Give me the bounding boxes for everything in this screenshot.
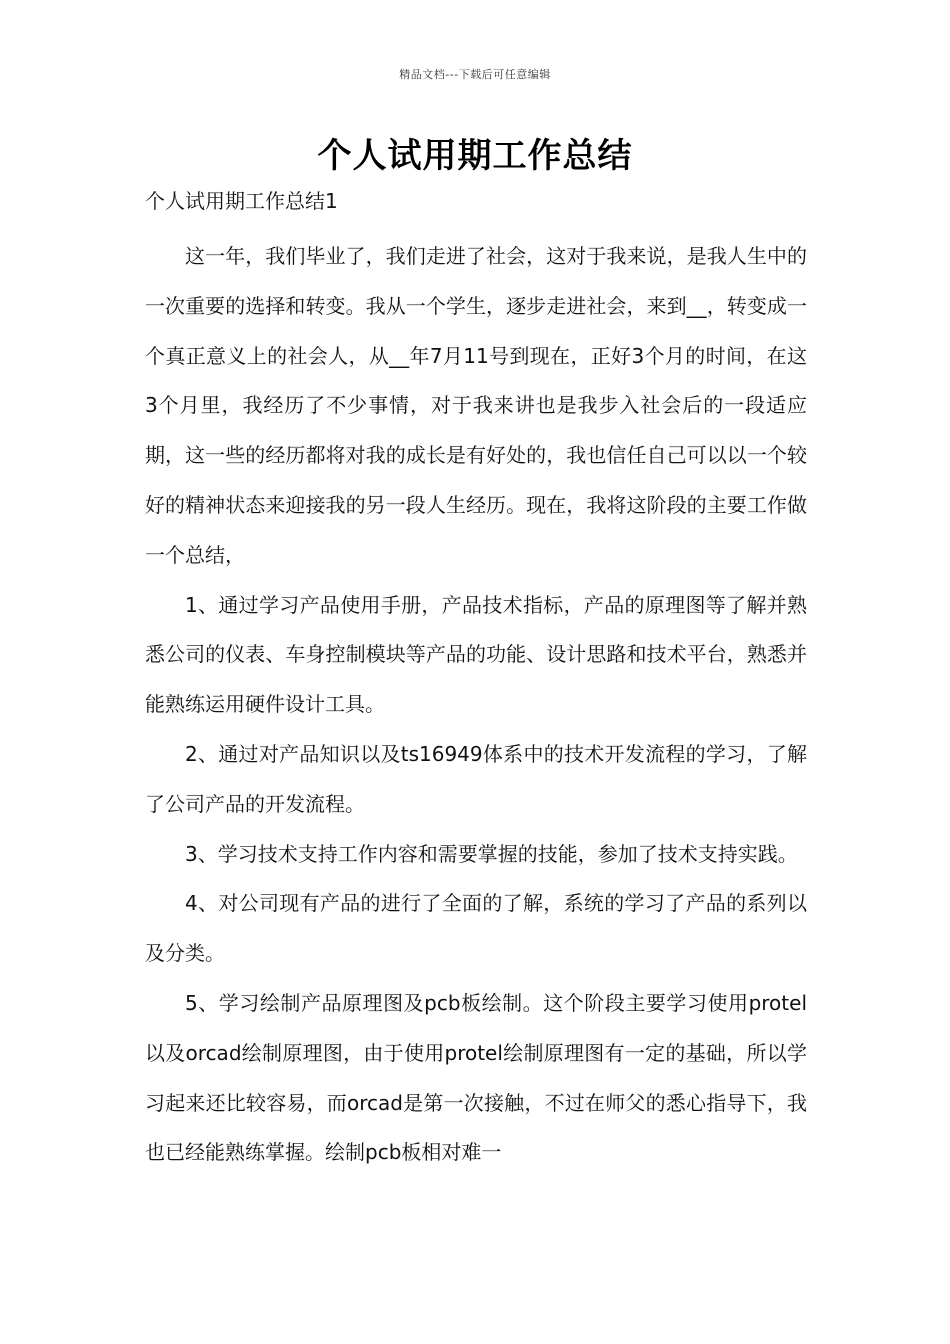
paragraph-item-1: 1、通过学习产品使用手册，产品技术指标，产品的原理图等了解并熟悉公司的仪表、车身控制模块等产品的功能、设计思路和技术平台，熟悉并能熟练运用硬件设计工具。 [145,592,807,717]
paragraph-item-4: 4、对公司现有产品的进行了全面的了解，系统的学习了产品的系列以及分类。 [145,891,807,966]
paragraph-intro: 这一年，我们毕业了，我们走进了社会，这对于我来说，是我人生中的一次重要的选择和转变。我从一个学生，逐步走进社会，来到__，转变成一个真正意义上的社会人，从__年7月11号到现在，正好3个月的时间，在这3个月里，我经历了不少事情，对于我来讲也是我步入社会后的一段适应期，这一些的经历都将对我的成长是有好处的，我也信任自己可以以一个较好的精神状态来迎接我的另一段人生经历。现在，我将这阶段的主要工作做一个总结， [145,244,807,567]
document-body [145,232,807,1178]
paragraph-item-3: 3、学习技术支持工作内容和需要掌握的技能，参加了技术支持实践。 [185,841,798,866]
header-note: 精品文档---下载后可任意编辑 [399,68,551,81]
paragraph-item-5: 5、学习绘制产品原理图及pcb板绘制。这个阶段主要学习使用protel以及orcad绘制原理图，由于使用protel绘制原理图有一定的基础，所以学习起来还比较容易，而orcad是第一次接触，不过在师父的悉心指导下，我也已经能熟练掌握。绘制pcb板相对难一 [145,990,807,1165]
paragraph-item-2: 2、通过对产品知识以及ts16949体系中的技术开发流程的学习，了解了公司产品的开发流程。 [145,741,807,816]
document-subtitle: 个人试用期工作总结1 [145,189,338,213]
document-title: 个人试用期工作总结 [317,136,633,176]
